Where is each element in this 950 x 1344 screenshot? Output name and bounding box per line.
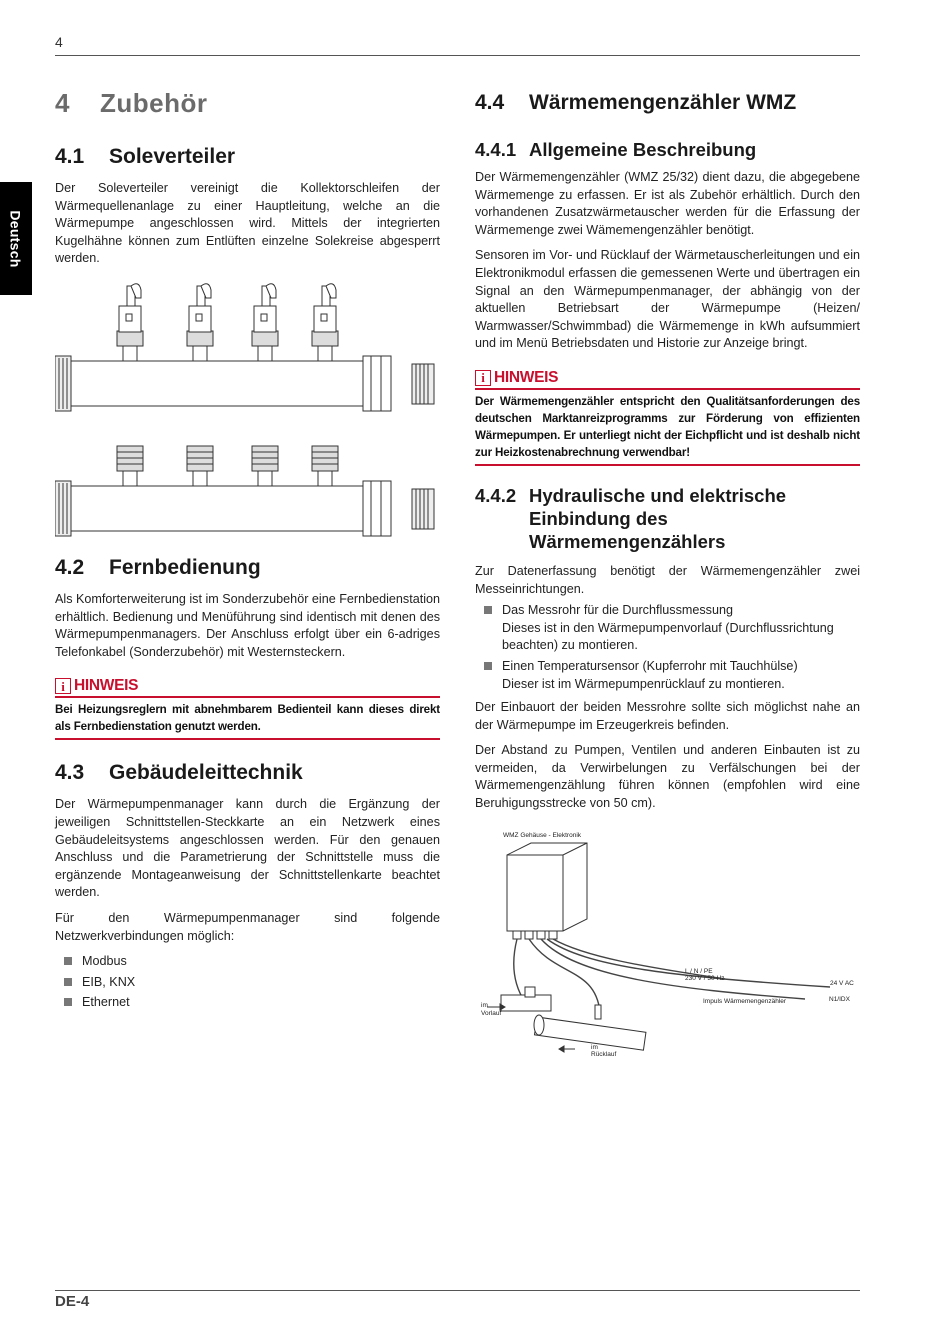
manifold-pipe-bottom — [69, 486, 369, 531]
flow-label-2: Vorlauf — [481, 1009, 502, 1017]
ball-valve-1 — [117, 284, 143, 361]
power-label-1: L / N / PE — [685, 967, 713, 975]
measurement-list — [475, 602, 860, 693]
section-title: Gebäudeleittechnik — [109, 761, 303, 785]
section-4-4-1-text-2: Sensoren im Vor- und Rücklauf der Wärmetauscherleitungen und ein Elektronikmodul erfassen die gemessenen Werte und übertragen ein Signal an den Wärmepumpenmanager, der abhängig von der aktuellen Betriebsart der Wärmepumpe (Heizen/ Warmwasser/Schwimmbad) die Wärmemenge in kWh aufsummiert und im Menü Betriebsdaten und Historie zur Anzeige bringt. — [475, 248, 860, 351]
section-4-4-1-heading — [475, 138, 860, 161]
bullet-square-icon — [64, 978, 72, 986]
ball-valve-4 — [312, 284, 338, 361]
info-icon: i — [55, 678, 71, 694]
ball-valve-3 — [252, 284, 278, 361]
ball-valve-2 — [187, 284, 213, 361]
note-title: HINWEIS — [494, 368, 559, 386]
footer-rule — [55, 1290, 860, 1291]
note-text: Bei Heizungsreglern mit abnehmbarem Bedienteil kann dieses direkt als Fernbedienstation genutzt werden. — [55, 703, 440, 734]
section-number: 4.4.2 — [475, 484, 517, 506]
return-label-1: im — [591, 1043, 598, 1051]
section-4-4-2-text-1: Zur Datenerfassung benötigt der Wärmemengenzähler zwei Messeinrichtungen. — [475, 563, 860, 596]
section-title: Fernbedienung — [109, 555, 261, 579]
bullet-square-icon — [484, 606, 492, 614]
section-4-4-heading — [475, 90, 860, 116]
list-item-label: Ethernet — [82, 995, 130, 1010]
soleverteiler-figure — [55, 276, 440, 541]
flow-outlet-1 — [117, 446, 143, 486]
language-tab — [0, 182, 32, 295]
fitting-side-bottom — [412, 489, 434, 529]
list-item-title: Das Messrohr für die Durchflussmessung — [502, 603, 733, 618]
section-4-1-text: Der Soleverteiler vereinigt die Kollektorschleifen der Wärmequellenanlage zu einer Hauptleitung, welche an die Wärmepumpe angeschlossen wird. Mittels der integrierten Kugelhähne können zum Entlüften einzelne Solekreise abgesperrt werden. — [55, 181, 440, 266]
flow-outlet-2 — [187, 446, 213, 486]
section-4-3-text-2: Für den Wärmepumpenmanager sind folgende Netzwerkverbindungen möglich: — [55, 910, 440, 943]
note-header — [55, 677, 440, 698]
section-4-4-2-text-2: Der Einbauort der beiden Messrohre sollte sich möglichst nahe an der Wärmepumpe im Erzeugerkreis befinden. — [475, 700, 860, 732]
power-label-2: 230 V / 50 Hz — [685, 974, 725, 982]
list-item-detail: Dieses ist in den Wärmepumpenvorlauf (Durchflussrichtung beachten) zu montieren. — [502, 620, 834, 653]
header-rule — [55, 55, 860, 56]
note-header — [475, 369, 860, 390]
ac-label: 24 V AC — [830, 979, 854, 987]
signal-cable — [541, 939, 805, 999]
section-title: Hydraulische und elektrische Einbindung des Wärmemengenzählers — [529, 484, 787, 552]
section-4-1-heading — [55, 144, 440, 170]
section-number: 4.3 — [55, 761, 85, 785]
note-box-remote — [55, 677, 440, 740]
section-number: 4.4.1 — [475, 139, 517, 160]
right-column — [475, 90, 860, 1057]
chapter-number: 4 — [55, 88, 70, 118]
note-title: HINWEIS — [74, 677, 139, 695]
list-item — [475, 658, 860, 693]
list-item — [475, 602, 860, 655]
section-title: Soleverteiler — [109, 145, 236, 168]
section-4-4-1-text-1: Der Wärmemengenzähler (WMZ 25/32) dient dazu, die abgegebene Wärmemenge zu erfassen. Er ist als Zubehör erhältlich. Durch den vorhandenen Zusatzwärmetauscher werden für die Erfassung der Wärmemenge zwei Wämemengenzähler benötigt. — [475, 170, 860, 237]
section-number: 4.2 — [55, 555, 85, 579]
bullet-square-icon — [64, 998, 72, 1006]
flow-label-1: im — [481, 1001, 488, 1009]
list-item-detail: Dieser ist im Wärmepumpenrücklauf zu montieren. — [502, 676, 785, 691]
network-list — [55, 953, 440, 1012]
section-number: 4.1 — [55, 145, 85, 168]
list-item-label: Modbus — [82, 954, 127, 969]
page-number-top: 4 — [55, 34, 63, 50]
manifold-end-right-bottom — [363, 481, 391, 536]
wmz-housing-label: WMZ Gehäuse - Elektronik — [503, 831, 582, 839]
list-item-label: EIB, KNX — [82, 974, 136, 989]
list-item — [55, 953, 440, 971]
bullet-square-icon — [484, 662, 492, 670]
section-title: Allgemeine Beschreibung — [529, 139, 757, 160]
list-item — [55, 974, 440, 992]
chapter-heading — [55, 88, 440, 128]
page-number-bottom: DE-4 — [55, 1293, 90, 1310]
section-4-4-2-text-3: Der Abstand zu Pumpen, Ventilen und anderen Einbauten ist zu vermeiden, da Verwirbelungen zu Verfälschungen bei der Wärmemengenzählung führen können (empfohlen wird eine Beruhigungsstrecke von 50 cm). — [475, 743, 860, 811]
n1-label: N1/IDX — [829, 995, 850, 1003]
section-4-4-2-heading — [475, 484, 860, 553]
section-4-2-heading — [55, 555, 440, 581]
flow-outlet-3 — [252, 446, 278, 486]
section-4-3-text-1: Der Wärmepumpenmanager kann durch die Ergänzung der jeweiligen Schnittstellen-Steckkarte an ein Netzwerk eines Gebäudeleitsystems angeschlossen werden. Für den genauen Anschluss und die Parametrierung der Schnittstelle muss die ergänzende Montageanweisung der Schnittstellenkarte beachtet werden. — [55, 797, 440, 900]
flow-sensor-cable — [514, 939, 525, 1002]
info-icon: i — [475, 370, 491, 386]
fitting-side-top — [412, 364, 434, 404]
return-label-2: Rücklauf — [591, 1050, 617, 1057]
list-item-title: Einen Temperatursensor (Kupferrohr mit Tauchhülse) — [502, 658, 798, 673]
section-number: 4.4 — [475, 91, 505, 114]
flow-outlet-4 — [312, 446, 338, 486]
section-4-2-text: Als Komforterweiterung ist im Sonderzubehör eine Fernbedienstation erhältlich. Bedienung und Menüführung sind identisch mit denen des Wärmepumpenmanagers. Der Anschluss erfolgt über ein 6-adriges Telefonkabel (Sonderzubehör) mit Westernsteckern. — [55, 591, 441, 659]
chapter-title: Zubehör — [100, 88, 208, 118]
note-box-wmz — [475, 369, 860, 466]
bullet-square-icon — [64, 957, 72, 965]
language-tab-label: Deutsch — [8, 209, 24, 268]
list-item — [55, 994, 440, 1012]
section-4-3-heading — [55, 760, 440, 786]
signal-label: Impuls Wärmemengenzähler — [703, 997, 787, 1005]
note-text: Der Wärmemengenzähler entspricht den Qualitätsanforderungen des deutschen Marktanreizprogramms zur Förderung von effizienten Wärmepumpen. Er unterliegt nicht der Eichpflicht und ist deshalb nicht zur Heizkostenabrechnung verwendbar! — [475, 394, 860, 459]
section-title: Wärmemengenzähler WMZ — [529, 91, 797, 114]
manifold-end-right-top — [363, 356, 391, 411]
left-column — [55, 88, 440, 1020]
electronics-housing — [507, 843, 587, 931]
manifold-pipe-top — [69, 361, 369, 406]
wmz-installation-figure — [475, 827, 860, 1057]
